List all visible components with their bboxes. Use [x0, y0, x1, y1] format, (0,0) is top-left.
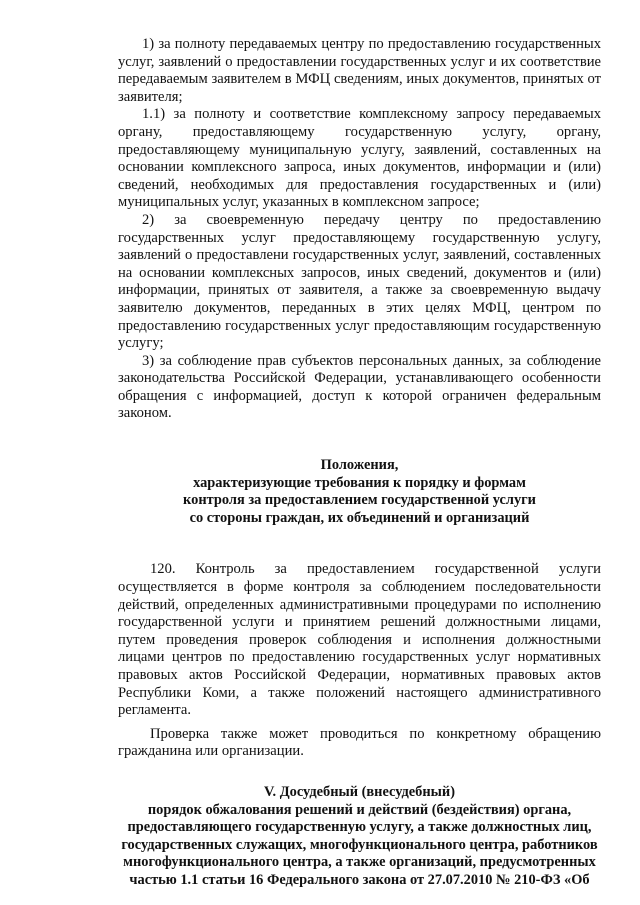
section-heading-line: характеризующие требования к порядку и формам [193, 474, 526, 491]
chapter-heading-line: предоставляющего государственную услугу, а также должностных лиц, [127, 819, 592, 836]
section-heading-line: контроля за предоставлением государственной услуги [183, 492, 536, 509]
chapter-heading-line: частью 1.1 статьи 16 Федерального закона от 27.07.2010 № 210-ФЗ «Об [129, 871, 590, 888]
list-item-1-1: 1.1) за полноту и соответствие комплексному запросу передаваемых органу, предоставляющему государственную услугу, органу, предоставляющему муниципальную услугу, заявлений, составленных на основании комплексного запроса, иных документов, информации и (или) сведений, необходимых для предоставления государственных и (или) муниципальных услуг, указанных в комплексном запросе; [118, 106, 601, 211]
chapter-heading-line: государственных служащих, многофункционального центра, работников [121, 836, 598, 853]
chapter-heading-line: V. Досудебный (внесудебный) [264, 783, 455, 800]
list-item-3: 3) за соблюдение прав субъектов персональных данных, за соблюдение законодательства Российской Федерации, устанавливающего особенности обращения с информацией, доступ к которой ограничен федеральным законом. [118, 352, 601, 422]
paragraph-120: 120. Контроль за предоставлением государственной услуги осуществляется в форме контроля за соблюдением последовательности действий, определенных административными процедурами по исполнению государственной услуги и принятием решений должностными лицами, путем проведения проверок соблюдения и исполнения должностными лицами центров по предоставлению государственных услуг нормативных правовых актов Российской Федерации, нормативных правовых актов Республики Коми, а также положений настоящего административного регламента. [118, 561, 601, 719]
chapter-heading-line: порядок обжалования решений и действий (бездействия) органа, [147, 801, 572, 818]
section-heading [118, 457, 601, 527]
section-heading-line: Положения, [320, 457, 399, 474]
spacer [118, 761, 601, 784]
document-page [118, 36, 601, 890]
list-item-1: 1) за полноту передаваемых центру по предоставлению государственных услуг, заявлений о предоставлении государственных услуг и их соответствие передаваемым заявителем в МФЦ сведениям, иных документов, принятых от заявителя; [118, 36, 601, 105]
spacer [118, 423, 601, 457]
paragraph-check: Проверка также может проводиться по конкретному обращению гражданина или организации. [118, 725, 601, 760]
section-heading-line: со стороны граждан, их объединений и организаций [189, 509, 530, 526]
chapter-heading-line: многофункционального центра, а также организаций, предусмотренных [123, 854, 596, 871]
spacer [118, 527, 601, 561]
list-item-2: 2) за своевременную передачу центру по предоставлению государственных услуг предоставляющему государственную услугу, заявлений о предоставлени государственных услуг, заявлений, составленных на основании комплексных запросов, иных сведений, документов и (или) информации, принятых от заявителя, а также за своевременную выдачу заявителю документов, переданных в этих целях МФЦ, центром по предоставлению государственных услуг предоставляющим государственную услугу; [118, 211, 601, 352]
chapter-heading [118, 784, 601, 890]
